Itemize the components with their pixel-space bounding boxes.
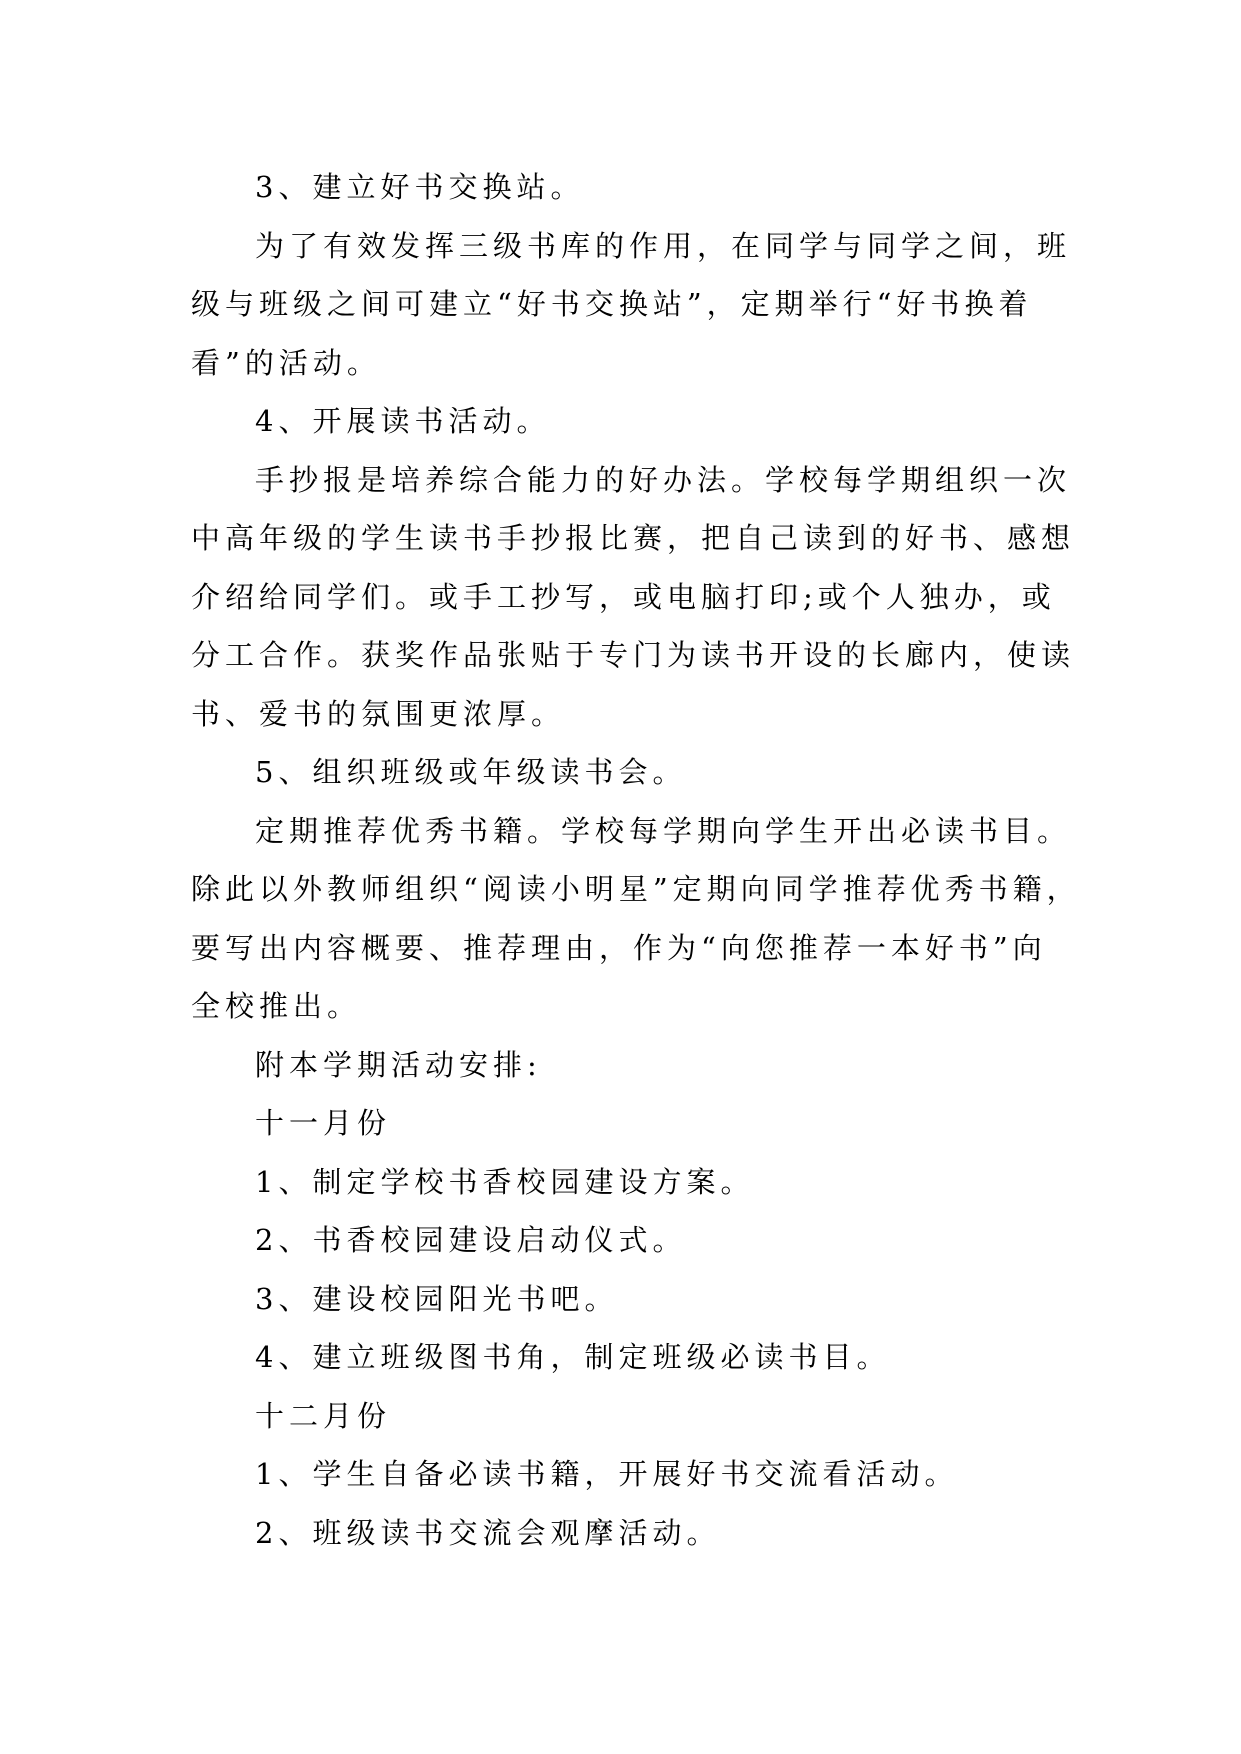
paragraph-line: 4、建立班级图书角，制定班级必读书目。 <box>255 1340 891 1374</box>
paragraph <box>191 451 1076 744</box>
paragraph-line: 3、建设校园阳光书吧。 <box>255 1281 619 1316</box>
paragraph-line: 级与班级之间可建立“好书交换站”，定期举行“好书换着 <box>191 287 1033 321</box>
paragraph-line: 2、班级读书交流会观摩活动。 <box>255 1515 721 1550</box>
paragraph-line: 2、书香校园建设启动仪式。 <box>255 1223 687 1257</box>
paragraph-line: 十二月份 <box>255 1398 392 1433</box>
paragraph-line: 介绍给同学们。或手工抄写，或电脑打印;或个人独办，或 <box>191 579 1056 614</box>
paragraph-line: 手抄报是培养综合能力的好办法。学校每学期组织一次 <box>255 462 1072 497</box>
document-body <box>191 158 1081 1562</box>
paragraph-line: 全校推出。 <box>191 989 362 1023</box>
paragraph-line: 4、开展读书活动。 <box>255 404 551 438</box>
paragraph <box>191 1036 1061 1095</box>
list-item <box>191 1445 1061 1504</box>
paragraph <box>191 158 1061 217</box>
paragraph <box>191 217 1072 393</box>
month-heading <box>191 1094 1061 1153</box>
paragraph-line: 分工合作。获奖作品张贴于专门为读书开设的长廊内，使读 <box>191 638 1076 672</box>
paragraph-line: 十一月份 <box>255 1106 392 1140</box>
paragraph-line: 3、建立好书交换站。 <box>255 170 585 204</box>
paragraph <box>191 392 1061 451</box>
list-item <box>191 1153 1061 1212</box>
paragraph-line: 书、爱书的氛围更浓厚。 <box>191 696 566 731</box>
paragraph-line: 为了有效发挥三级书库的作用，在同学与同学之间，班 <box>255 228 1072 263</box>
paragraph <box>191 743 1061 802</box>
paragraph-line: 5、组织班级或年级读书会。 <box>255 755 687 789</box>
list-item <box>191 1328 1061 1387</box>
paragraph-line: 要写出内容概要、推荐理由，作为“向您推荐一本好书”向 <box>191 930 1047 965</box>
paragraph-line: 看”的活动。 <box>191 345 381 380</box>
paragraph-line: 中高年级的学生读书手抄报比赛，把自己读到的好书、感想 <box>191 521 1076 555</box>
list-item <box>191 1211 1061 1270</box>
list-item <box>191 1504 1061 1563</box>
paragraph-line: 1、学生自备必读书籍，开展好书交流看活动。 <box>255 1457 959 1491</box>
paragraph <box>191 802 1081 1036</box>
month-heading <box>191 1387 1061 1446</box>
paragraph-line: 除此以外教师组织“阅读小明星”定期向同学推荐优秀书籍， <box>191 872 1081 906</box>
paragraph-line: 附本学期活动安排: <box>255 1047 542 1082</box>
paragraph-line: 1、制定学校书香校园建设方案。 <box>255 1164 755 1199</box>
paragraph-line: 定期推荐优秀书籍。学校每学期向学生开出必读书目。 <box>255 813 1072 848</box>
list-item <box>191 1270 1061 1329</box>
